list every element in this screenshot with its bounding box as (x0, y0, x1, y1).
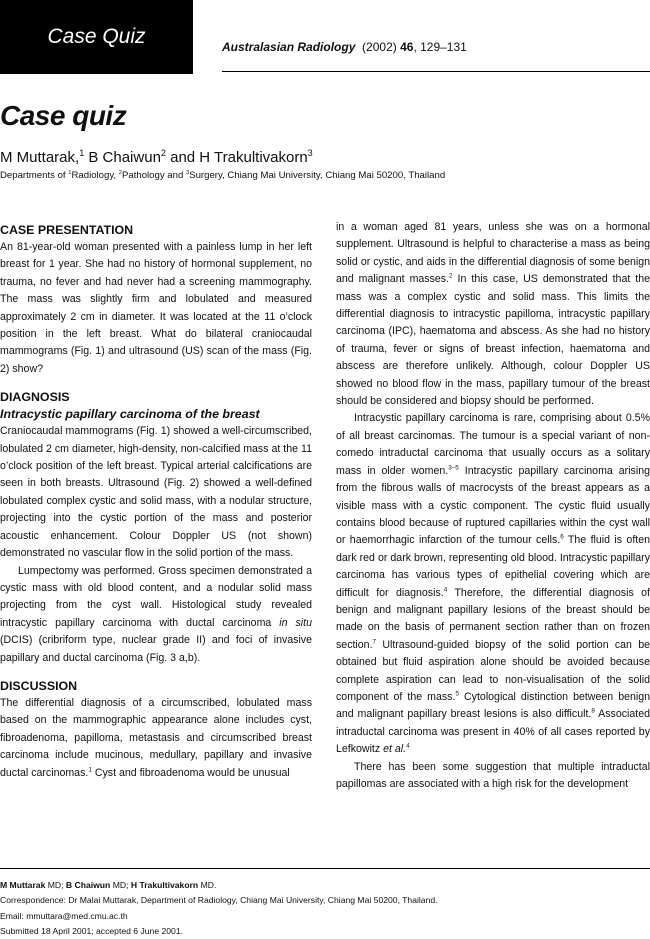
discussion-paragraph-2 (336, 410, 650, 758)
journal-year: (2002) (362, 40, 397, 54)
text-run: (DCIS) (cribriform type, nuclear grade II) and foci of invasive papillary and ductal carcinoma (Fig. 3 a,b). (0, 634, 312, 664)
section-banner (0, 0, 193, 74)
text-run: Lumpectomy was performed. Gross specimen demonstrated a cystic mass with old blood content, and a nodular solid mass projecting from the cyst wall. Histological study revealed intracystic papillary carcinoma with ductal carcinoma (0, 564, 312, 629)
affil-sup: 2 (160, 148, 166, 158)
discussion-paragraph-1 (0, 695, 312, 782)
affil-sup: 3 (185, 169, 190, 176)
footer-author-3: H Trakultivakorn (130, 880, 199, 890)
footer-degree: MD; (110, 880, 131, 890)
reference-sup: 4 (443, 586, 448, 593)
affil-prefix: Departments of (0, 170, 69, 181)
journal-pages: , 129–131 (413, 40, 467, 54)
diagnosis-heading: DIAGNOSIS (0, 390, 70, 405)
discussion-paragraph-3: There has been some suggestion that multiple intraductal papillomas are associated with a high risk for the development (336, 760, 650, 790)
affil-surgery: Surgery, Chiang Mai University, Chiang Mai 50200, Thailand (189, 170, 446, 181)
footer-notes (0, 878, 650, 939)
affil-sup: 3 (307, 148, 313, 158)
diagnosis-paragraph-1: Craniocaudal mammograms (Fig. 1) showed a well-circumscribed, lobulated 2 cm diameter, high-density, non-calcified mass at the 11 o’clock position of the left breast. Typical arterial calcifications are seen in both breasts. Ultrasound (Fig. 2) showed a well-defined lobulated complex cystic and solid mass, with a nodular structure, projecting into the cystic portion of the mass and posterior acoustic enhancement. Colour Doppler US (not shown) demonstrated no vascular flow in the solid portion of the mass. (0, 425, 312, 560)
diagnosis-paragraph-2 (0, 563, 312, 667)
affil-pathology: Pathology and (121, 170, 186, 181)
reference-sup: 3–5 (448, 464, 459, 472)
affil-sup: 1 (79, 148, 85, 158)
author-1: M Muttarak, (0, 149, 80, 166)
footer-degree: MD; (45, 880, 66, 890)
email-line: Email: mmuttara@med.cmu.ac.th (0, 910, 128, 921)
affil-sup: 1 (68, 169, 72, 176)
text-run: The fluid is often dark red or dark brown, representing old blood. Intracystic papillary carcinoma has various types of epithelial covering which are difficult for diagnosis. (336, 534, 650, 599)
journal-name: Australasian Radiology (222, 40, 356, 54)
author-3: and H Trakultivakorn (165, 149, 308, 166)
left-column (0, 222, 312, 782)
affil-radiology: Radiology, (71, 170, 119, 181)
text-run: Therefore, the differential diagnosis of benign and malignant papillary lesions of the breast should be made on the basis of permanent section rather than on frozen section. (336, 586, 650, 651)
text-run: Associated intraductal carcinoma was present in 40% of all cases reported by Lefkowitz (336, 708, 650, 756)
journal-citation (222, 40, 467, 54)
et-al-term: et al. (383, 743, 407, 756)
header-rule (222, 71, 650, 72)
discussion-heading: DISCUSSION (0, 678, 78, 693)
in-situ-term: in situ (279, 616, 312, 629)
reference-sup: 8 (591, 707, 595, 715)
footer-degree: MD. (198, 880, 217, 890)
correspondence-line: Correspondence: Dr Malai Muttarak, Department of Radiology, Chiang Mai University, Chiang Mai 50200, Thailand. (0, 895, 438, 906)
text-run: Intracystic papillary carcinoma is rare, comprising about 0.5% of all breast carcinomas. The tumour is a special variant of non-comedo intraductal carcinoma that usually occurs as a solitary mass in older women. (336, 412, 650, 477)
journal-volume: 46 (400, 40, 414, 54)
text-run: In this case, US demonstrated that the mass was a complex cystic and solid mass. This limits the differential diagnosis to intracystic papilloma, intracystic papillary carcinoma (IPC), haematoma and abscess. As she had no history of trauma, fever or signs of breast infection, haematoma and abscess are therefore unlikely. Although, colour Doppler US showed no blood flow in the mass, papillary tumour of the breast should be considered and biopsy should be performed. (336, 273, 650, 408)
footer-author-2: B Chaiwun (65, 880, 111, 890)
submission-dates: Submitted 18 April 2001; accepted 6 June 2001. (0, 925, 183, 936)
reference-sup: 7 (372, 638, 377, 646)
reference-sup: 4 (406, 742, 410, 750)
affiliations (0, 170, 445, 181)
right-column (336, 219, 650, 793)
reference-sup: 2 (449, 272, 453, 280)
text-run: Cyst and fibroadenoma would be unusual (91, 766, 290, 779)
banner-label: Case Quiz (47, 25, 146, 48)
case-presentation-heading: CASE PRESENTATION (0, 223, 134, 237)
diagnosis-subheading: Intracystic papillary carcinoma of the breast (0, 407, 260, 422)
reference-sup: 1 (88, 766, 92, 774)
text-run: in a woman aged 81 years, unless she was on a hormonal supplement. Ultrasound is helpful to characterise a mass as being solid or cystic, and aids in the differential diagnosis of some benign and malignant masses. (336, 221, 650, 286)
text-run: Intracystic papillary carcinoma arising from the fibrous walls of macrocysts of the breast appears as a visible mass with a cystic component. The cystic fluid usually contains blood because of ruptured capillaries within the cyst wall or haemorrhagic infarction of the tumour cells. (336, 464, 650, 547)
author-2: B Chaiwun (84, 149, 161, 166)
footer-author-1: M Muttarak (0, 880, 46, 890)
author-credentials (0, 878, 650, 893)
case-presentation-text: An 81-year-old woman presented with a painless lump in her left breast for 1 year. She had no history of hormonal supplement, no trauma, no fever and had never had a screening mammography. The mass was slightly firm and lobulated and measured approximately 2 cm in diameter. It was located at the 11 o’clock position in the left breast. What do bilateral craniocaudal mammograms (Fig. 1) and ultrasound (US) scan of the mass (Fig. 2) show? (0, 241, 312, 375)
text-run: The differential diagnosis of a circumscribed, lobulated mass based on the mammographic appearance alone includes cyst, fibroadenoma, papilloma, metastasis and circumscribed breast carcinoma include mucinous, medullary, papillary and invasive ductal carcinomas. (0, 696, 312, 779)
text-run: Cytological distinction between benign and malignant papillary breast lesions is also difficult. (336, 690, 650, 721)
author-list (0, 149, 313, 166)
affil-sup: 2 (118, 169, 122, 176)
reference-sup: 5 (455, 690, 459, 698)
footer-rule (0, 868, 650, 869)
article-title: Case quiz (0, 100, 127, 131)
discussion-paragraph-continued (336, 219, 650, 410)
reference-sup: 6 (560, 533, 564, 541)
text-run: Ultrasound-guided biopsy of the solid portion can be obtained but fluid aspiration alone should be avoided because complete aspiration can lead to non-visualisation of the solid component of the mass. (336, 638, 650, 703)
